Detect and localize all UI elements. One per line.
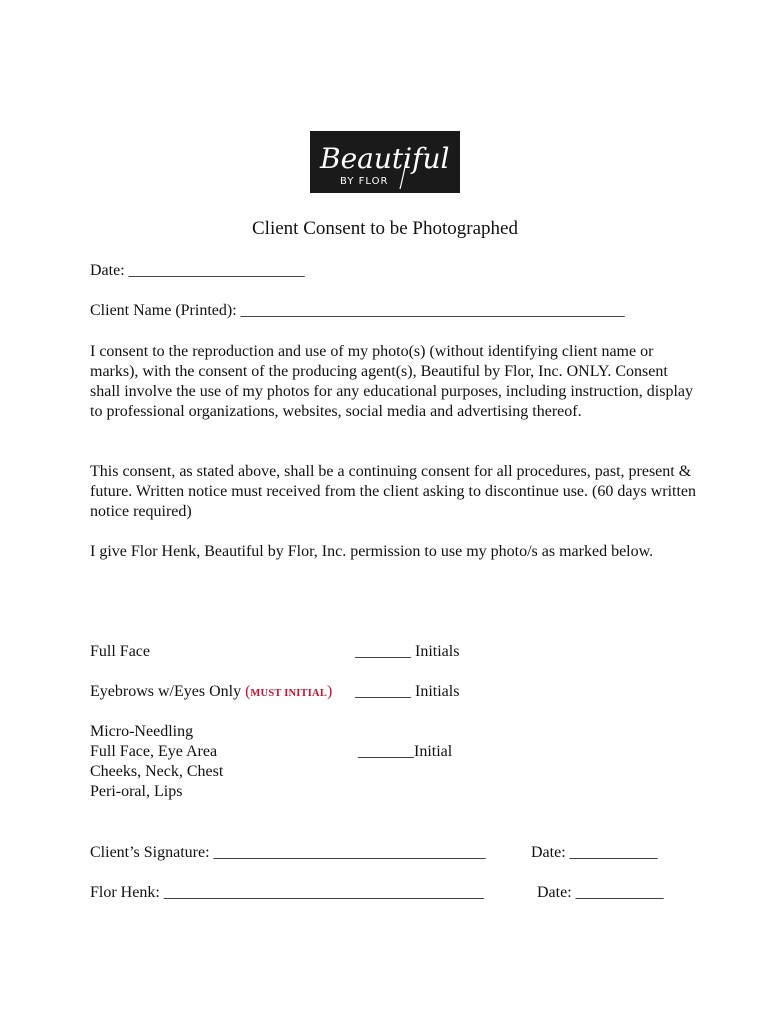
consent-paragraph-2: This consent, as stated above, shall be a continuing consent for all procedures, past, present & future. Written notice must received from the client asking to discontinue use. (60 days written notice required) [90,463,697,520]
option-micro-needling-initial: _______Initial [358,743,453,760]
consent-paragraph-1: I consent to the reproduction and use of my photo(s) (without identifying client name or marks), with the consent of the producing agent(s), Beautiful by Flor, Inc. ONLY. Consent shall involve the use of my photos for any educational purposes, including instruction, display to professional organizations, websites, social media and advertising thereof. [90,343,694,420]
client-name-line: Client Name (Printed): ________________________________________________ [90,302,625,319]
option-full-face-label: Full Face [90,643,150,660]
logo-script-text: Beautiful [320,142,450,175]
date-line: Date: ______________________ [90,262,305,279]
document-title: Client Consent to be Photographed [252,218,518,239]
client-signature-date: Date: ___________ [531,844,658,861]
logo-sub-text: BY FLOR [340,176,389,187]
option-micro-needling-label-2: Full Face, Eye Area [90,743,218,760]
option-eyebrows-label-text: Eyebrows w/Eyes Only [90,683,246,700]
must-initial-note: MUST INITIAL [250,688,328,699]
flor-henk-signature-date: Date: ___________ [537,884,664,901]
option-micro-needling-label-4: Peri-oral, Lips [90,783,183,800]
flor-henk-signature-line: Flor Henk: ________________________________________ [90,884,484,901]
option-eyebrows-label: Eyebrows w/Eyes Only (MUST INITIAL) [90,683,333,700]
brand-logo-graphic [310,131,460,193]
option-eyebrows-initials: _______ Initials [355,683,460,700]
option-micro-needling-label-1: Micro-Needling [90,723,194,740]
option-micro-needling-label-3: Cheeks, Neck, Chest [90,763,224,780]
client-signature-line: Client’s Signature: __________________________________ [90,844,486,861]
brand-logo [310,131,460,193]
consent-paragraph-3: I give Flor Henk, Beautiful by Flor, Inc. permission to use my photo/s as marked below. [90,543,654,560]
option-full-face-initials: _______ Initials [355,643,460,660]
